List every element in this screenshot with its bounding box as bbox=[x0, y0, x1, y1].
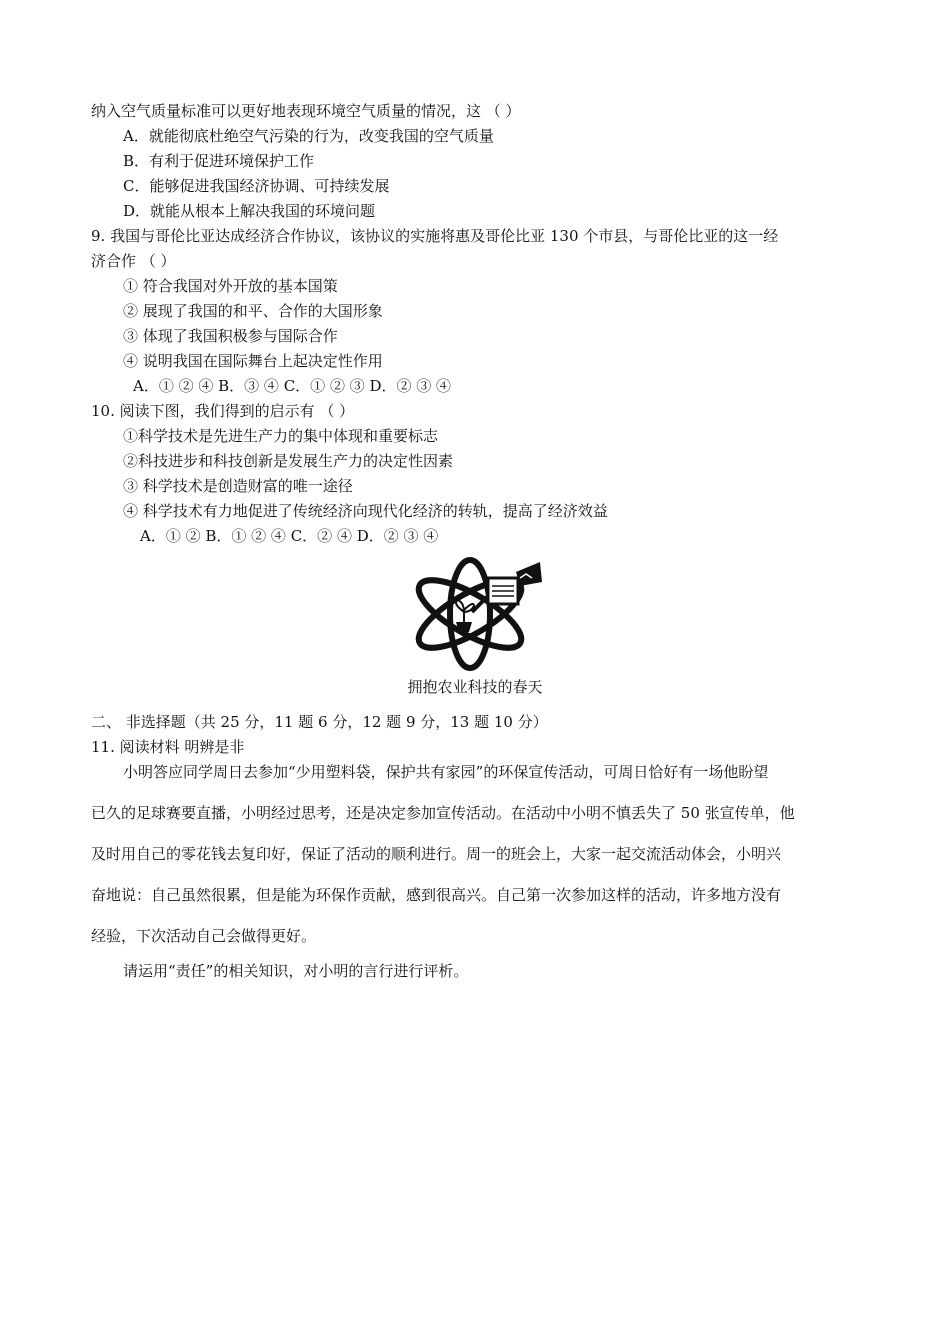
figure-caption: 拥抱农业科技的春天 bbox=[407, 678, 543, 696]
q9-statement-4: ④ 说明我国在国际舞台上起决定性作用 bbox=[123, 352, 383, 370]
q9-statement-3: ③ 体现了我国积极参与国际合作 bbox=[123, 327, 338, 345]
q10-statement-3: ③ 科学技术是创造财富的唯一途径 bbox=[123, 477, 353, 495]
q11-paragraph-line4: 奋地说：自己虽然很累，但是能为环保作贡献，感到很高兴。自己第一次参加这样的活动，许多地方没有 bbox=[91, 886, 782, 904]
q10-statement-2: ②科技进步和科技创新是发展生产力的决定性因素 bbox=[123, 452, 454, 470]
q10-statement-4: ④ 科学技术有力地促进了传统经济向现代化经济的转轨，提高了经济效益 bbox=[123, 502, 608, 520]
atom-illustration bbox=[408, 556, 546, 672]
q8-option-a: A．就能彻底杜绝空气污染的行为，改变我国的空气质量 bbox=[123, 127, 494, 145]
q9-options: A．① ② ④ B．③ ④ C．① ② ③ D．② ③ ④ bbox=[133, 377, 452, 395]
q10-statement-1: ①科学技术是先进生产力的集中体现和重要标志 bbox=[123, 427, 439, 445]
q11-title: 11. 阅读材料 明辨是非 bbox=[91, 738, 245, 756]
q8-option-b: B．有利于促进环境保护工作 bbox=[123, 152, 315, 170]
q11-paragraph-line3: 及时用自己的零花钱去复印好，保证了活动的顺利进行。周一的班会上，大家一起交流活动体会，小明兴 bbox=[91, 845, 782, 863]
q11-paragraph-line5: 经验，下次活动自己会做得更好。 bbox=[91, 927, 317, 945]
q9-statement-1: ① 符合我国对外开放的基本国策 bbox=[123, 277, 338, 295]
q11-paragraph-line1: 小明答应同学周日去参加“少用塑料袋，保护共有家园”的环保宣传活动，可周日恰好有一场他盼望 bbox=[123, 763, 769, 781]
q9-stem-line1: 9. 我国与哥伦比亚达成经济合作协议，该协议的实施将惠及哥伦比亚 130 个市县，与哥伦比亚的这一经 bbox=[91, 227, 779, 245]
q10-options: A．① ② B．① ② ④ C．② ④ D．② ③ ④ bbox=[140, 527, 439, 545]
q9-statement-2: ② 展现了我国的和平、合作的大国形象 bbox=[123, 302, 383, 320]
q10-stem: 10. 阅读下图，我们得到的启示有 （ ） bbox=[91, 402, 355, 420]
q11-task: 请运用“责任”的相关知识，对小明的言行进行评析。 bbox=[123, 962, 469, 980]
q8-stem: 纳入空气质量标准可以更好地表现环境空气质量的情况，这 （ ） bbox=[91, 102, 521, 120]
q8-option-d: D．就能从根本上解决我国的环境问题 bbox=[123, 202, 376, 220]
q8-option-c: C．能够促进我国经济协调、可持续发展 bbox=[123, 177, 390, 195]
section-2-heading: 二、 非选择题（共 25 分，11 题 6 分，12 题 9 分，13 题 10 分） bbox=[91, 713, 548, 731]
q9-stem-line2: 济合作 （ ） bbox=[91, 252, 176, 270]
q11-paragraph-line2: 已久的足球赛要直播，小明经过思考，还是决定参加宣传活动。在活动中小明不慎丢失了 50 张宣传单，他 bbox=[91, 804, 795, 822]
